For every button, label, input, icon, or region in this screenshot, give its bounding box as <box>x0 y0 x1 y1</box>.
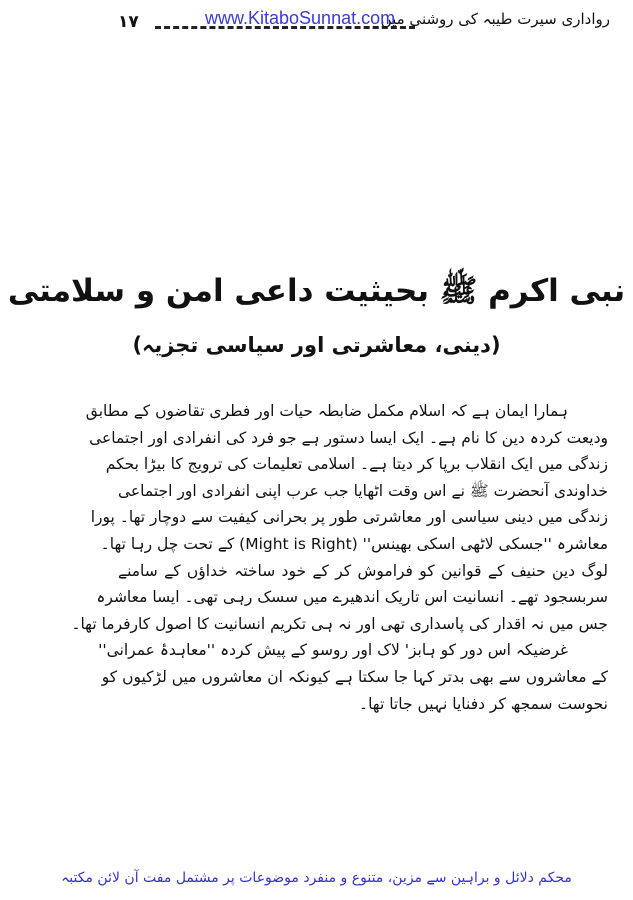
body-line: معاشرہ ''جسکی لاٹھی اسکی بھینس'' (Might is Right) کے تحت چل رہا تھا۔ <box>100 534 608 553</box>
page-number: ۱۷ <box>118 12 139 32</box>
body-line: زندگی میں دینی سیاسی اور معاشرتی طور پر بحرانی کیفیت سے دوچار تھا۔ پورا <box>90 508 608 527</box>
body-line: جس میں نہ اقدار کی پاسداری تھی اور نہ ہی تکریم انسانیت کا اصول کارفرما تھا۔ <box>71 614 608 633</box>
body-line: لوگ دین حنیف کے قوانین کو فراموش کر کے خود ساختہ خداؤں کے سامنے <box>118 561 608 580</box>
body-line: ہمارا ایمان ہے کہ اسلام مکمل ضابطہ حیات اور فطری تقاضوں کے مطابق <box>85 402 568 420</box>
body-line: کے معاشروں سے بھی بدتر کہا جا سکتا ہے کیونکہ ان معاشروں میں لڑکیوں کو <box>101 667 608 686</box>
footer-banner: محکم دلائل و براہین سے مزین، متنوع و منفرد موضوعات پر مشتمل مفت آن لائن مکتبہ <box>61 870 572 886</box>
body-line: نحوست سمجھ کر دفنایا نہیں جاتا تھا۔ <box>359 694 608 713</box>
chapter-title: نبی اکرم ﷺ بحیثیت داعی امن و سلامتی <box>7 273 626 309</box>
body-line: زندگی میں ایک انقلاب برپا کر دیتا ہے۔ اسلامی تعلیمات کی ترویج کا بیڑا بحکم <box>105 455 608 474</box>
body-line: سربسجود تھے۔ انسانیت اس تاریک اندھیرے میں سسک رہی تھی۔ ایسا معاشرہ <box>96 588 608 607</box>
watermark-link[interactable]: www.KitaboSunnat.com <box>205 8 396 28</box>
body-text <box>71 398 608 717</box>
running-header <box>110 8 610 38</box>
body-line: ودیعت کردہ دین کا نام ہے۔ ایک ایسا دستور ہے جو فرد کی انفرادی اور اجتماعی <box>89 428 608 447</box>
body-line: خداوندی آنحضرت ﷺ نے اس وقت اٹھایا جب عرب اپنی انفرادی اور اجتماعی <box>118 481 608 500</box>
chapter-subtitle: (دینی، معاشرتی اور سیاسی تجزیہ) <box>132 333 501 357</box>
body-line: غرضیکہ اس دور کو ہابز' لاک اور روسو کے پیش کردہ ''معاہدۂ عمرانی'' <box>98 641 568 660</box>
running-title: رواداری سیرت طیبہ کی روشنی میں <box>380 10 610 28</box>
